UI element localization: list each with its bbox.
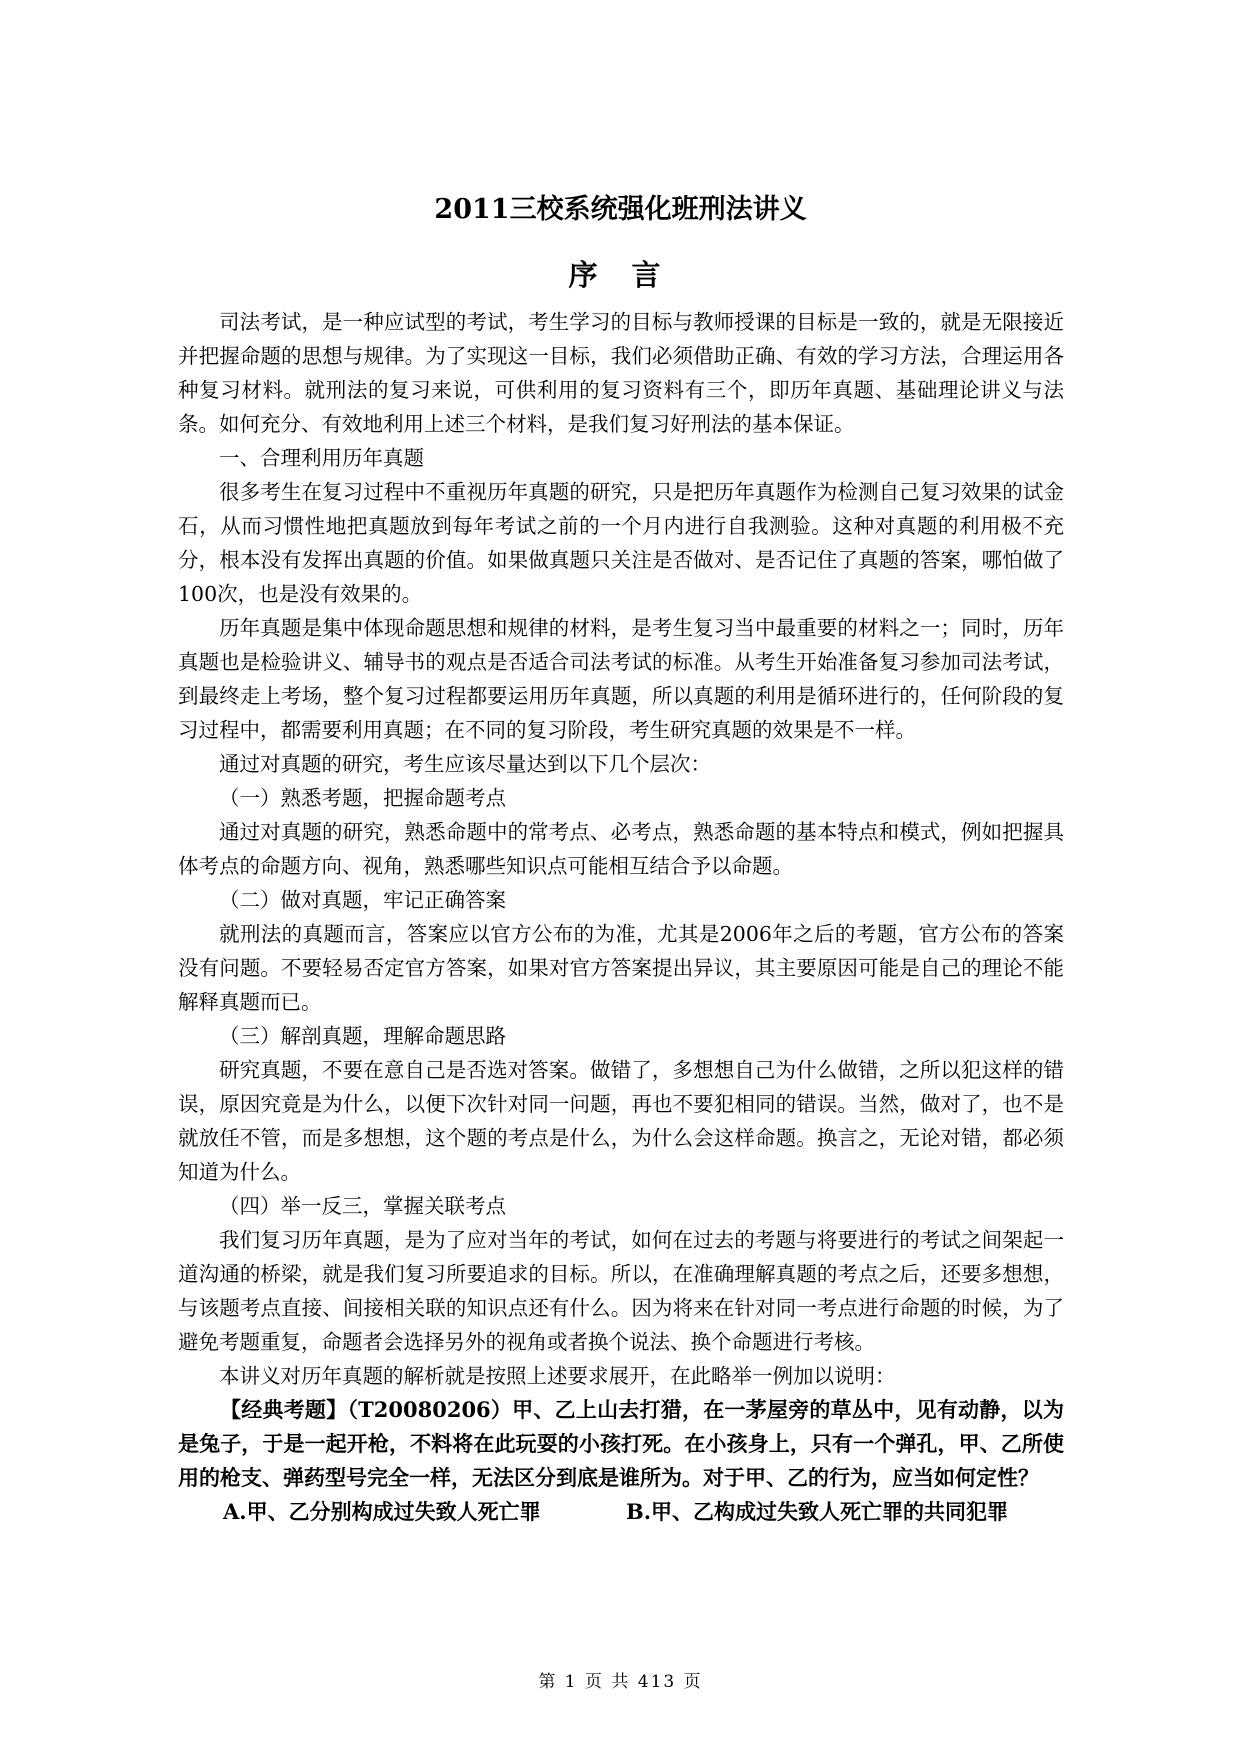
paragraph-intro: 司法考试，是一种应试型的考试，考生学习的目标与教师授课的目标是一致的，就是无限接近并把握命题的思想与规律。为了实现这一目标，我们必须借助正确、有效的学习方法，合理运用各种复习材料。就刑法的复习来说，可供利用的复习资料有三个，即历年真题、基础理论讲义与法条。如何充分、有效地利用上述三个材料，是我们复习好刑法的基本保证。 (178, 310, 1064, 436)
paragraph: 很多考生在复习过程中不重视历年真题的研究，只是把历年真题作为检测自己复习效果的试金石，从而习惯性地把真题放到每年考试之前的一个月内进行自我测验。这种对真题的利用极不充分，根本没有发挥出真题的价值。如果做真题只关注是否做对、是否记住了真题的答案，哪怕做了100次，也是没有效果的。 (178, 480, 1064, 606)
paragraph: 通过对真题的研究，熟悉命题中的常考点、必考点，熟悉命题的基本特点和模式，例如把握具体考点的命题方向、视角，熟悉哪些知识点可能相互结合予以命题。 (178, 820, 1064, 878)
document-subtitle: 序 言 (568, 258, 673, 292)
section-heading-1: 一、合理利用历年真题 (219, 446, 424, 470)
paragraph: 研究真题，不要在意自己是否选对答案。做错了，多想想自己为什么做错，之所以犯这样的错误，原因究竟是为什么，以便下次针对同一问题，再也不要犯相同的错误。当然，做对了，也不是就放任不管，而是多想想，这个题的考点是什么，为什么会这样命题。换言之，无论对错，都必须知道为什么。 (178, 1058, 1064, 1184)
subsection-heading-4: （四）举一反三，掌握关联考点 (219, 1194, 506, 1218)
classic-question: 【经典考题】（T20080206）甲、乙上山去打猎，在一茅屋旁的草丛中，见有动静，以为是兔子，于是一起开枪，不料将在此玩耍的小孩打死。在小孩身上，只有一个弹孔，甲、乙所使用的枪支、弹药型号完全一样，无法区分到底是谁所为。对于甲、乙的行为，应当如何定性？ (178, 1397, 1064, 1490)
subsection-heading-1: （一）熟悉考题，把握命题考点 (219, 786, 506, 810)
subsection-heading-3: （三）解剖真题，理解命题思路 (219, 1024, 506, 1048)
document-title: 2011三校系统强化班刑法讲义 (434, 194, 807, 225)
paragraph: 历年真题是集中体现命题思想和规律的材料，是考生复习当中最重要的材料之一；同时，历年真题也是检验讲义、辅导书的观点是否适合司法考试的标准。从考生开始准备复习参加司法考试，到最终走上考场，整个复习过程都要运用历年真题，所以真题的利用是循环进行的，任何阶段的复习过程中，都需要利用真题；在不同的复习阶段，考生研究真题的效果是不一样。 (178, 616, 1064, 742)
paragraph: 我们复习历年真题，是为了应对当年的考试，如何在过去的考题与将要进行的考试之间架起一道沟通的桥梁，就是我们复习所要追求的目标。所以，在准确理解真题的考点之后，还要多想想，与该题考点直接、间接相关联的知识点还有什么。因为将来在针对同一考点进行命题的时候，为了避免考题重复，命题者会选择另外的视角或者换个说法、换个命题进行考核。 (178, 1228, 1064, 1354)
paragraph: 就刑法的真题而言，答案应以官方公布的为准，尤其是2006年之后的考题，官方公布的答案没有问题。不要轻易否定官方答案，如果对官方答案提出异议，其主要原因可能是自己的理论不能解释真题而已。 (178, 922, 1064, 1014)
subsection-heading-2: （二）做对真题，牢记正确答案 (219, 888, 506, 912)
page-footer: 第 1 页 共 413 页 (538, 1672, 703, 1692)
option-a: A.甲、乙分别构成过失致人死亡罪 (223, 1499, 541, 1524)
option-b: B.甲、乙构成过失致人死亡罪的共同犯罪 (626, 1499, 1009, 1524)
document-body (178, 305, 1064, 1529)
paragraph: 通过对真题的研究，考生应该尽量达到以下几个层次： (219, 752, 711, 776)
paragraph: 本讲义对历年真题的解析就是按照上述要求展开，在此略举一例加以说明： (219, 1364, 896, 1388)
answer-options (178, 1495, 1064, 1529)
